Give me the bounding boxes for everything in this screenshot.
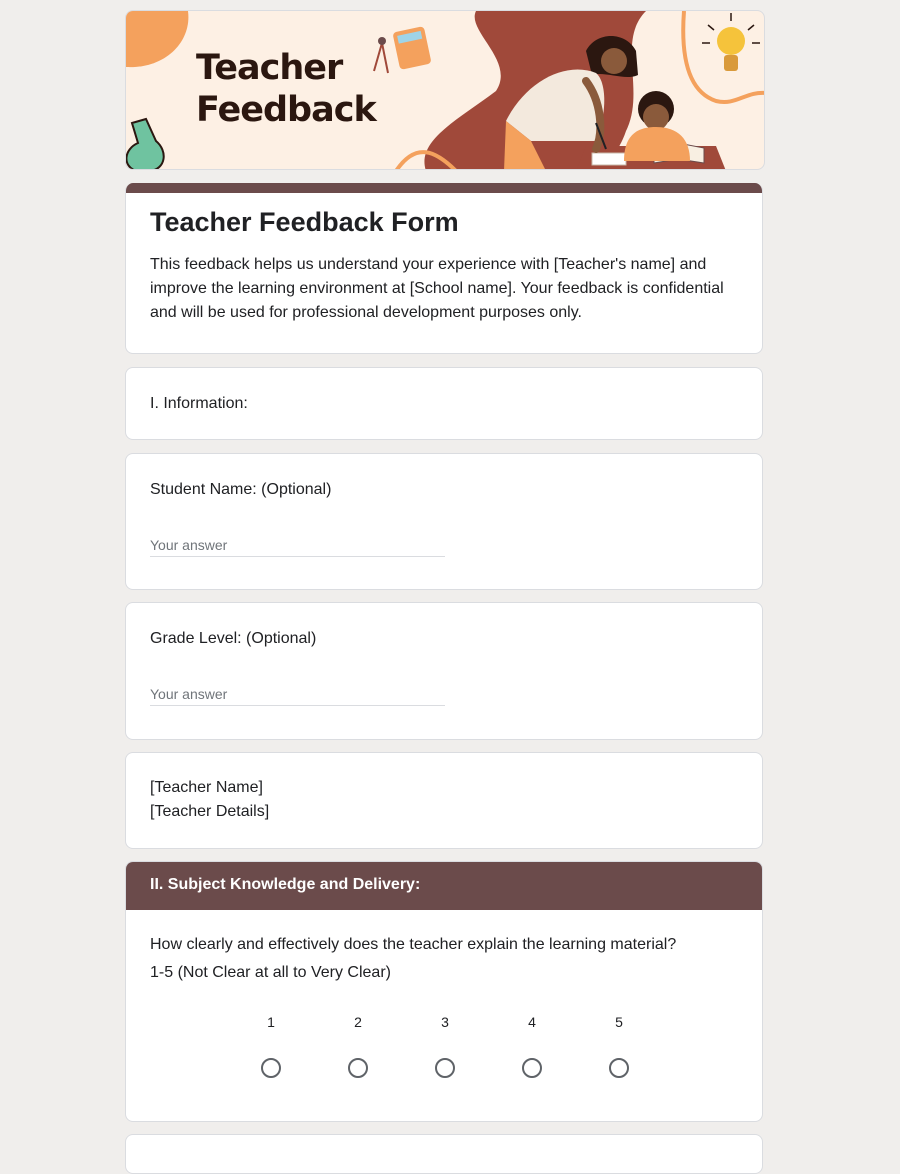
next-question-card [125, 1134, 763, 1174]
student-name-input[interactable] [150, 534, 445, 557]
clarity-scale-hint: 1-5 (Not Clear at all to Very Clear) [150, 964, 391, 981]
teacher-name: [Teacher Name] [150, 779, 263, 796]
scale-label-3: 3 [441, 1014, 449, 1030]
scale-radio-5[interactable] [609, 1058, 629, 1078]
form-description: This feedback helps us understand your experience with [Teacher's name] and improve the learning environment at [School name]. Your feedback is confidential and will be used for professional development purposes only. [150, 256, 724, 321]
grade-level-input[interactable] [150, 683, 445, 706]
teacher-info-card [125, 752, 763, 849]
scale-label-1: 1 [267, 1014, 275, 1030]
section-subject-knowledge [125, 861, 763, 1122]
accent-bar [126, 183, 762, 193]
scale-label-2: 2 [354, 1014, 362, 1030]
scale-label-5: 5 [615, 1014, 623, 1030]
header-banner [125, 10, 765, 170]
grade-level-label: Grade Level: (Optional) [150, 630, 317, 647]
info-section-card [125, 367, 763, 440]
scale-radio-4[interactable] [522, 1058, 542, 1078]
form-header-card [125, 183, 763, 354]
banner-title: Teacher Feedback [196, 48, 376, 130]
student-name-card [125, 453, 763, 590]
scale-radio-2[interactable] [348, 1058, 368, 1078]
clarity-question-label: How clearly and effectively does the teacher explain the learning material? [150, 936, 677, 953]
page-title: Teacher Feedback Form [150, 207, 459, 237]
student-name-label: Student Name: (Optional) [150, 481, 332, 498]
scale-label-4: 4 [528, 1014, 536, 1030]
scale-radio-1[interactable] [261, 1058, 281, 1078]
teacher-details: [Teacher Details] [150, 803, 270, 820]
section-title: II. Subject Knowledge and Delivery: [126, 862, 762, 910]
scale-radio-3[interactable] [435, 1058, 455, 1078]
grade-level-card [125, 602, 763, 740]
info-section-label: I. Information: [150, 395, 248, 412]
